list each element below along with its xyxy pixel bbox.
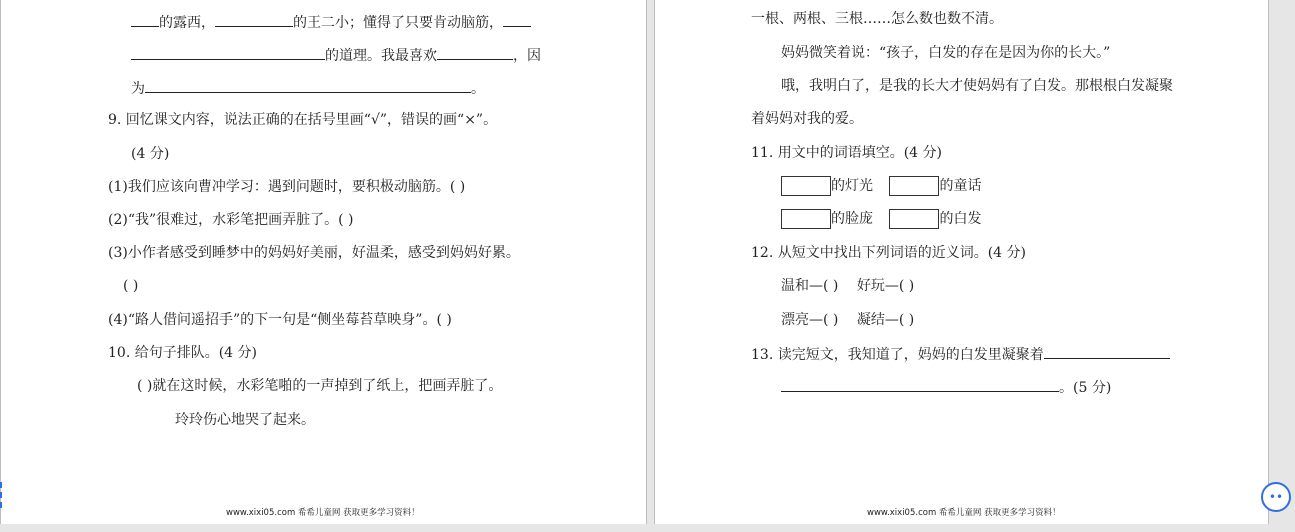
blank[interactable]: [437, 45, 513, 60]
passage-line-3: 哦，我明白了，是我的长大才使妈妈有了白发。那根根白发凝聚: [781, 78, 1173, 94]
answer-box[interactable]: [781, 176, 831, 196]
assistant-icon[interactable]: [1261, 482, 1291, 512]
fill-line-1: [131, 12, 531, 32]
document-page-right: [654, 0, 1269, 524]
question-12-title: 12. 从短文中找出下列词语的近义词。(4 分): [751, 245, 1026, 261]
passage-line-2: 妈妈微笑着说：“孩子，白发的存在是因为你的长大。”: [781, 45, 1111, 61]
question-12-row-2: [781, 311, 914, 329]
synonym-item[interactable]: 好玩—( ): [856, 278, 915, 294]
question-11-row-2: [781, 209, 981, 229]
right-gutter: [1269, 0, 1295, 532]
text: 的道理。我最喜欢: [325, 48, 437, 64]
dots-icon: ••: [1268, 490, 1284, 504]
text: 的脸庞: [831, 211, 873, 227]
document-page-left: [0, 0, 647, 524]
blank[interactable]: [145, 78, 471, 93]
question-11-title: 11. 用文中的词语填空。(4 分): [751, 145, 942, 161]
blank[interactable]: [131, 45, 325, 60]
text: 的白发: [939, 211, 982, 227]
blank[interactable]: [215, 12, 293, 27]
text: 的灯光: [831, 178, 873, 194]
question-9-item-3-answer[interactable]: ( ): [123, 278, 139, 294]
answer-box[interactable]: [889, 176, 939, 196]
text: 的露西，: [159, 15, 215, 31]
synonym-item[interactable]: 漂亮—( ): [781, 312, 839, 328]
question-9-item-4: (4)“路人借问遥招手”的下一句是“侧坐莓苔草映身”。( ): [108, 312, 452, 328]
text: 13. 读完短文，我知道了，妈妈的白发里凝聚着: [751, 347, 1044, 363]
fill-line-3: [131, 78, 485, 98]
text: 的童话: [939, 178, 982, 194]
text: 为: [131, 81, 145, 97]
page-footer: www.xixi05.com 希希儿童网 获取更多学习资料！: [867, 508, 1061, 518]
passage-line-1: 一根、两根、三根……怎么数也数不清。: [751, 11, 1003, 27]
text: 。: [471, 81, 485, 97]
question-9-item-2: (2)“我”很难过，水彩笔把画弄脏了。( ): [108, 212, 354, 228]
fill-line-2: [131, 45, 541, 65]
text: 的王二小；懂得了只要肯动脑筋，: [293, 15, 503, 31]
question-13-line-2: [781, 377, 1111, 397]
synonym-item[interactable]: 温和—( ): [781, 278, 839, 294]
question-11-row-1: [781, 176, 981, 196]
blank[interactable]: [131, 12, 159, 27]
question-10-sentence: ( )就在这时候，水彩笔啪的一声掉到了纸上，把画弄脏了。: [137, 378, 503, 394]
text: ，因: [513, 48, 541, 64]
synonym-item[interactable]: 凝结—( ): [856, 312, 915, 328]
question-9-points: (4 分): [131, 146, 170, 162]
question-9-title: 9. 回忆课文内容，说法正确的在括号里画“√”，错误的画“×”。: [108, 112, 498, 128]
answer-box[interactable]: [889, 209, 939, 229]
passage-line-4: 着妈妈对我的爱。: [751, 111, 863, 127]
question-10-title: 10. 给句子排队。(4 分): [108, 345, 257, 361]
question-12-row-1: [781, 277, 914, 295]
text: 。(5 分): [1059, 380, 1112, 396]
question-10-sentence-2: 玲玲伤心地哭了起来。: [175, 412, 315, 428]
blank[interactable]: [503, 12, 531, 27]
page-footer: www.xixi05.com 希希儿童网 获取更多学习资料！: [226, 508, 420, 518]
answer-box[interactable]: [781, 209, 831, 229]
blank[interactable]: [781, 377, 1059, 392]
side-handle-icon[interactable]: [0, 482, 5, 508]
question-9-item-3: (3)小作者感受到睡梦中的妈妈好美丽，好温柔，感受到妈妈好累。: [108, 245, 520, 261]
blank[interactable]: [1044, 344, 1170, 359]
question-9-item-1: (1)我们应该向曹冲学习：遇到问题时，要积极动脑筋。( ): [108, 179, 466, 195]
question-13-title: [751, 344, 1170, 364]
